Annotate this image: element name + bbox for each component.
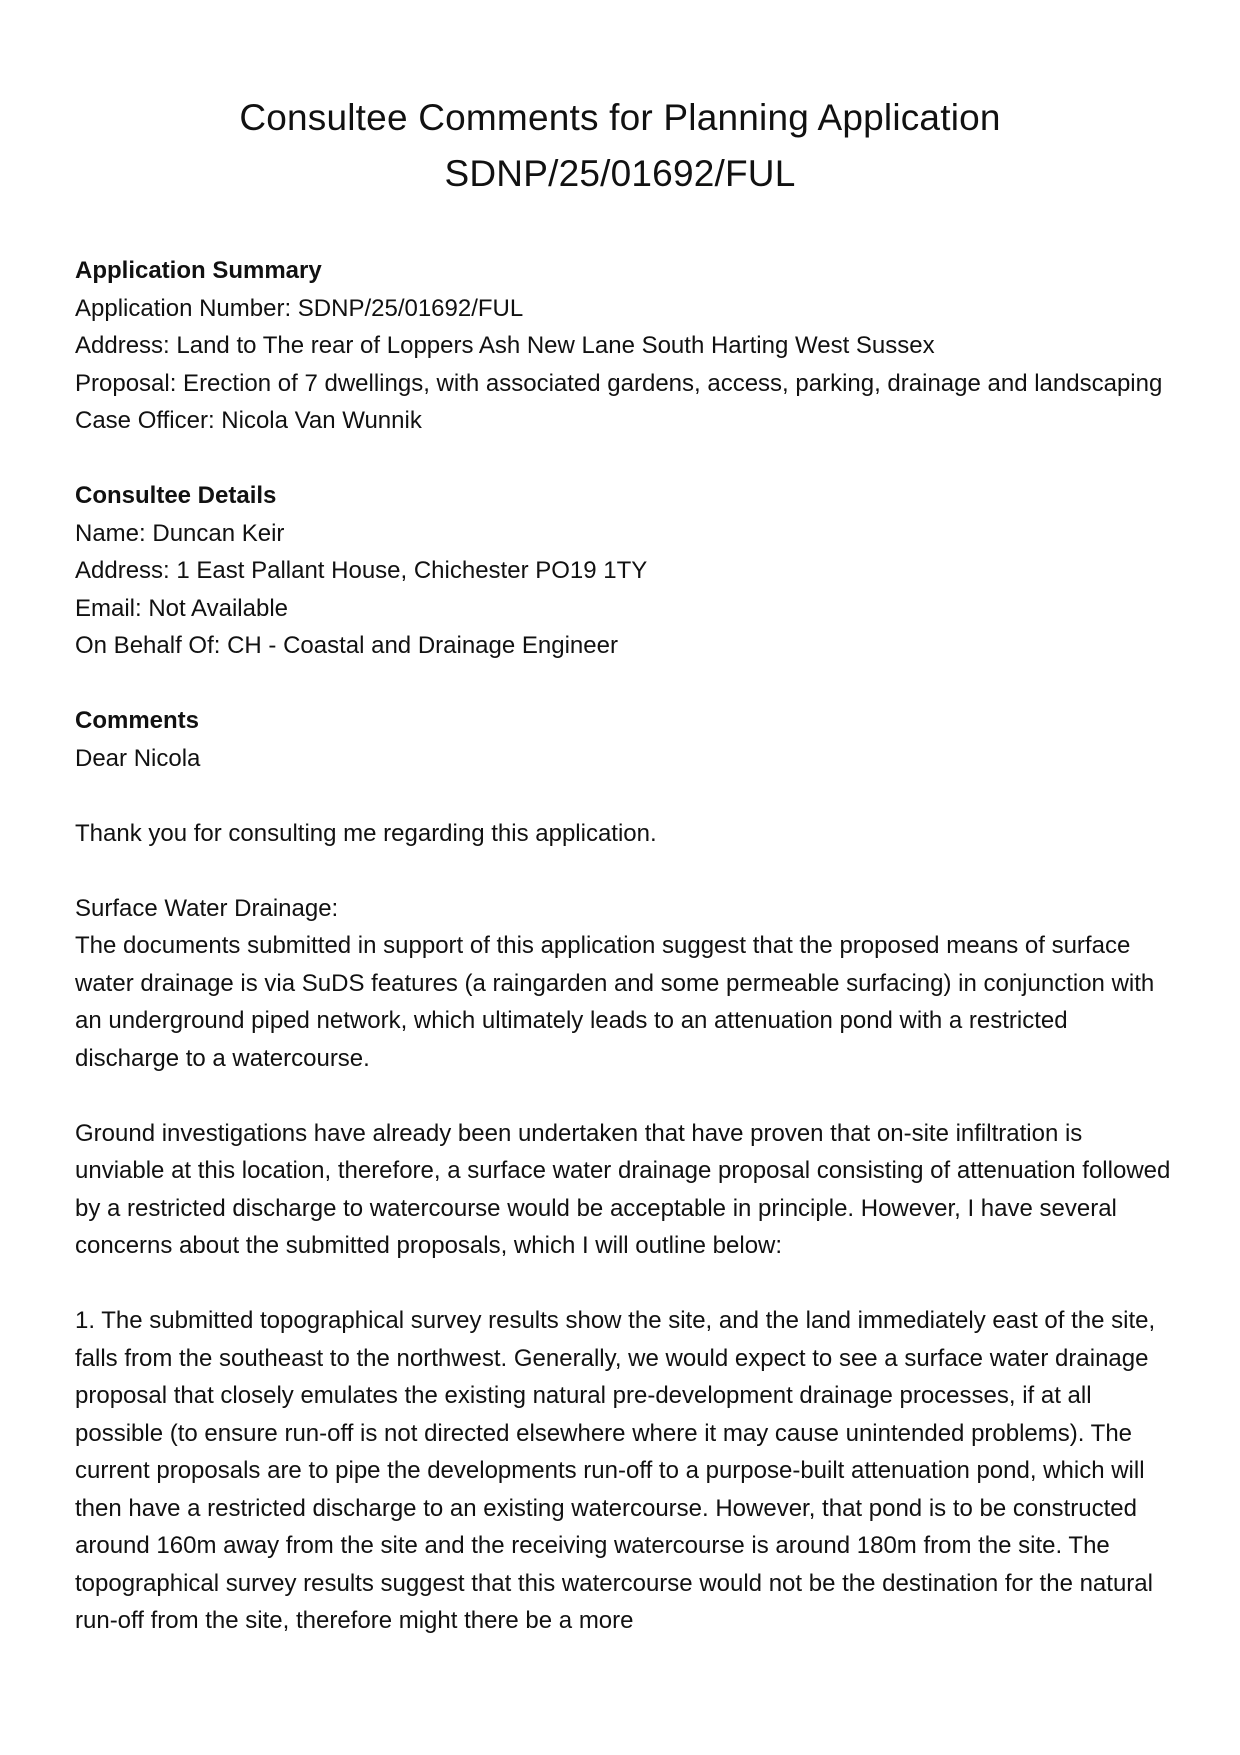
comments-heading: Comments (75, 707, 200, 734)
document-title (0, 90, 1240, 202)
consultee-address: Address: 1 East Pallant House, Chichester PO19 1TY (75, 557, 648, 584)
comments-thanks: Thank you for consulting me regarding this application. (75, 819, 657, 847)
comments-section (75, 702, 1175, 1640)
spacer (75, 852, 1175, 890)
spacer (75, 1265, 1175, 1303)
comments-paragraph-3: 1. The submitted topographical survey results show the site, and the land immediately east of the site, falls from the southeast to the northwest. Generally, we would expect to see a surface water drainage proposal that closely emulates the existing natural pre-development drainage processes, if at all possible (to ensure run-off is not directed elsewhere where it may cause unintended problems). The current proposals are to pipe the developments run-off to a purpose-built attenuation pond, which will then have a restricted discharge to an existing watercourse. However, that pond is to be constructed around 160m away from the site and the receiving watercourse is around 180m from the site. The topographical survey results suggest that this watercourse would not be the destination for the natural run-off from the site, therefore might there be a more (75, 1307, 1156, 1634)
application-proposal: Proposal: Erection of 7 dwellings, with associated gardens, access, parking, drainage and landscaping (75, 369, 1163, 397)
comments-paragraph-1: The documents submitted in support of this application suggest that the proposed means of surface water drainage is via SuDS features (a raingarden and some permeable surfacing) in conjunction with an underground piped network, which ultimately leads to an attenuation pond with a restricted discharge to a watercourse. (75, 932, 1155, 1072)
consultee-name: Name: Duncan Keir (75, 519, 285, 547)
application-summary-section (75, 252, 1175, 440)
application-summary-heading: Application Summary (75, 257, 322, 284)
case-officer: Case Officer: Nicola Van Wunnik (75, 407, 422, 434)
title-line-1: Consultee Comments for Planning Application (239, 97, 1001, 138)
comments-paragraph-2: Ground investigations have already been undertaken that have proven that on-site infiltration is unviable at this location, therefore, a surface water drainage proposal consisting of attenuation followed by a restricted discharge to watercourse would be acceptable in principle. However, I have several concerns about the submitted proposals, which I will outline below: (75, 1119, 1171, 1259)
consultee-email: Email: Not Available (75, 594, 288, 622)
consultee-details-section (75, 477, 1175, 665)
application-address: Address: Land to The rear of Loppers Ash New Lane South Harting West Sussex (75, 332, 935, 359)
document-body (75, 252, 1175, 1640)
spacer (75, 440, 1175, 478)
application-number: Application Number: SDNP/25/01692/FUL (75, 294, 524, 322)
spacer (75, 1077, 1175, 1115)
spacer (75, 665, 1175, 703)
title-line-2: SDNP/25/01692/FUL (444, 153, 796, 194)
consultee-details-heading: Consultee Details (75, 482, 277, 509)
surface-water-heading: Surface Water Drainage: (75, 894, 339, 922)
comments-salutation: Dear Nicola (75, 744, 201, 772)
consultee-on-behalf-of: On Behalf Of: CH - Coastal and Drainage Engineer (75, 632, 618, 659)
spacer (75, 777, 1175, 815)
